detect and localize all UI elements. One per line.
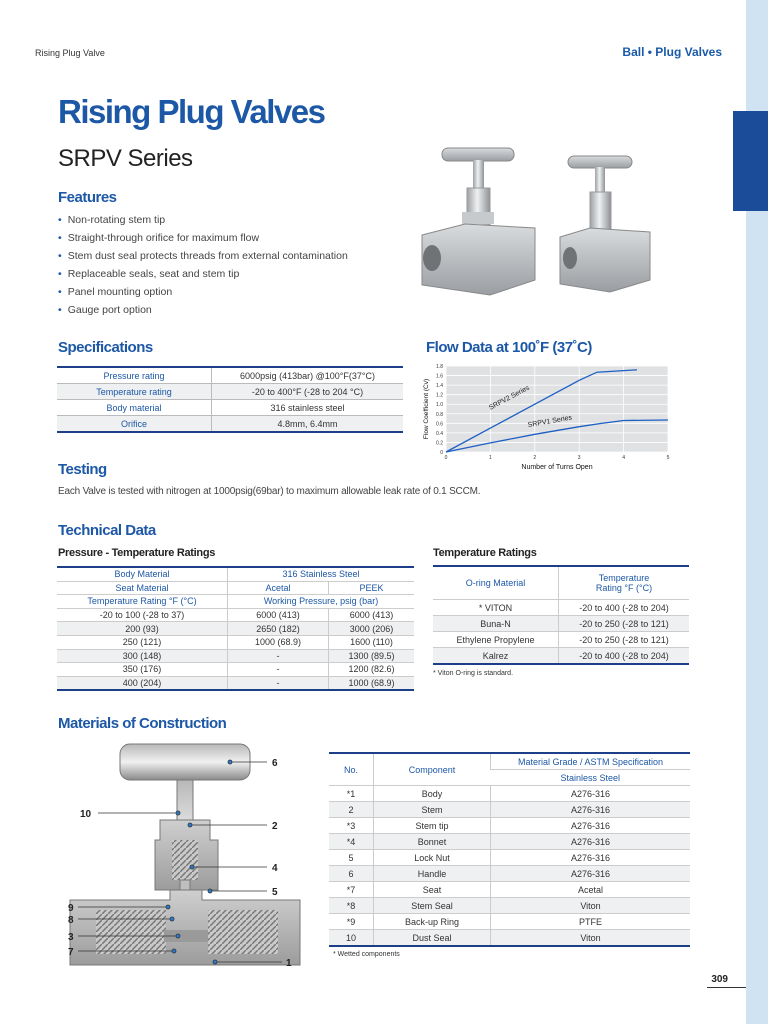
mat-head-ss: Stainless Steel xyxy=(491,770,691,786)
y-tick-label: 0.6 xyxy=(436,421,443,428)
mat-cell: Stem xyxy=(374,802,491,818)
feature-item: • Panel mounting option xyxy=(58,283,348,301)
y-axis-label: Flow Coefficient (Cv) xyxy=(423,378,430,440)
specifications-table xyxy=(57,366,403,433)
mat-cell: Dust Seal xyxy=(374,930,491,947)
pt-cell: 300 (148) xyxy=(57,649,228,663)
x-tick-label: 3 xyxy=(577,455,581,461)
tr-head-temp-line1: Temperature xyxy=(598,573,650,583)
pt-cell: 3000 (206) xyxy=(329,622,415,636)
mat-cell: *4 xyxy=(329,834,374,850)
callout-label: 2 xyxy=(272,821,278,832)
tr-cell: -20 to 400 (-28 to 204) xyxy=(559,648,690,665)
tr-cell: Ethylene Propylene xyxy=(433,632,559,648)
x-tick-label: 2 xyxy=(533,455,537,461)
pt-head-ss: 316 Stainless Steel xyxy=(228,567,415,581)
mat-cell: *1 xyxy=(329,786,374,802)
mat-cell: Back-up Ring xyxy=(374,914,491,930)
valve-right xyxy=(560,156,650,292)
pt-cell: 6000 (413) xyxy=(329,608,415,622)
pt-head-peek: PEEK xyxy=(329,581,415,595)
valve-photo xyxy=(410,140,660,305)
spec-label: Pressure rating xyxy=(57,367,212,384)
callout-label: 10 xyxy=(80,809,92,820)
mat-cell: Seat xyxy=(374,882,491,898)
materials-table xyxy=(329,752,690,947)
tr-cell: -20 to 250 (-28 to 121) xyxy=(559,616,690,632)
callout-label: 1 xyxy=(286,958,292,969)
tr-cell: -20 to 250 (-28 to 121) xyxy=(559,632,690,648)
pt-cell: 1000 (68.9) xyxy=(329,676,415,690)
mat-cell: Viton xyxy=(491,930,691,947)
x-tick-label: 1 xyxy=(489,455,492,461)
mat-cell: A276-316 xyxy=(491,866,691,882)
running-header: Rising Plug Valve xyxy=(35,48,105,58)
y-tick-label: 1.2 xyxy=(436,392,443,399)
pt-cell: 350 (176) xyxy=(57,663,228,677)
pt-cell: 6000 (413) xyxy=(228,608,329,622)
series-subtitle: SRPV Series xyxy=(58,145,193,172)
y-tick-label: 0.2 xyxy=(436,440,443,447)
mat-cell: Lock Nut xyxy=(374,850,491,866)
mat-cell: Acetal xyxy=(491,882,691,898)
viton-note: * Viton O-ring is standard. xyxy=(433,670,514,677)
pt-head-seat: Seat Material xyxy=(57,581,228,595)
pt-cell: - xyxy=(228,649,329,663)
feature-item: • Gauge port option xyxy=(58,301,348,319)
technical-heading: Technical Data xyxy=(58,522,156,539)
temperature-ratings-table xyxy=(433,565,689,665)
plot-area xyxy=(446,366,668,452)
mat-cell: A276-316 xyxy=(491,818,691,834)
y-tick-label: 1.0 xyxy=(436,402,443,409)
tr-head-temp xyxy=(559,566,690,600)
callout-label: 7 xyxy=(68,947,74,958)
feature-item: • Non-rotating stem tip xyxy=(58,211,348,229)
tr-head-temp-line2: Rating °F (°C) xyxy=(595,583,653,593)
x-tick-label: 4 xyxy=(622,455,625,461)
testing-heading: Testing xyxy=(58,461,107,478)
pressure-temperature-table xyxy=(57,566,414,691)
page-number: 309 xyxy=(711,974,728,985)
feature-item: • Replaceable seals, seat and stem tip xyxy=(58,265,348,283)
mat-cell: Viton xyxy=(491,898,691,914)
spec-value: 4.8mm, 6.4mm xyxy=(212,416,404,433)
feature-item: • Stem dust seal protects threads from external contamination xyxy=(58,247,348,265)
tr-cell: -20 to 400 (-28 to 204) xyxy=(559,600,690,616)
mat-cell: Body xyxy=(374,786,491,802)
spec-label: Temperature rating xyxy=(57,384,212,400)
callout-label: 6 xyxy=(272,758,278,769)
y-tick-label: 1.8 xyxy=(436,364,443,370)
mat-cell: A276-316 xyxy=(491,850,691,866)
pt-head-pressure: Working Pressure, psig (bar) xyxy=(228,595,415,609)
mat-cell: Stem Seal xyxy=(374,898,491,914)
tr-cell: Buna-N xyxy=(433,616,559,632)
feature-item: • Straight-through orifice for maximum flow xyxy=(58,229,348,247)
y-tick-label: 1.6 xyxy=(436,373,443,380)
mat-cell: *8 xyxy=(329,898,374,914)
spec-label: Body material xyxy=(57,400,212,416)
pt-head-temp: Temperature Rating °F (°C) xyxy=(57,595,228,609)
spec-value: -20 to 400°F (-28 to 204 °C) xyxy=(212,384,404,400)
mat-cell: 5 xyxy=(329,850,374,866)
spec-value: 316 stainless steel xyxy=(212,400,404,416)
pt-cell: 1600 (110) xyxy=(329,635,415,649)
callout-label: 5 xyxy=(272,887,278,898)
mat-cell: Handle xyxy=(374,866,491,882)
features-list xyxy=(58,211,348,319)
x-tick-label: 0 xyxy=(444,455,448,461)
page-rule xyxy=(707,987,746,988)
section-tab xyxy=(733,111,768,211)
mat-head-grade: Material Grade / ASTM Specification xyxy=(491,753,691,770)
mat-cell: A276-316 xyxy=(491,834,691,850)
pt-cell: -20 to 100 (-28 to 37) xyxy=(57,608,228,622)
pt-cell: - xyxy=(228,663,329,677)
spec-label: Orifice xyxy=(57,416,212,433)
mat-head-component: Component xyxy=(374,753,491,786)
y-tick-label: 0.4 xyxy=(436,430,443,437)
mat-cell: 6 xyxy=(329,866,374,882)
pt-cell: - xyxy=(228,676,329,690)
x-axis-label: Number of Turns Open xyxy=(521,464,593,471)
callout-label: 4 xyxy=(272,863,278,874)
series-label: SRPV2 Series xyxy=(488,384,531,412)
pt-cell: 1300 (89.5) xyxy=(329,649,415,663)
pt-cell: 200 (93) xyxy=(57,622,228,636)
tr-cell: Kalrez xyxy=(433,648,559,665)
y-tick-label: 1.4 xyxy=(436,383,443,390)
category-header: Ball • Plug Valves xyxy=(622,45,722,59)
mat-cell: 10 xyxy=(329,930,374,947)
pt-table-title: Pressure - Temperature Ratings xyxy=(58,547,216,559)
tr-head-oring: O-ring Material xyxy=(433,566,559,600)
x-tick-label: 5 xyxy=(666,455,670,461)
callout-label: 9 xyxy=(68,903,74,914)
pt-cell: 400 (204) xyxy=(57,676,228,690)
pt-head-acetal: Acetal xyxy=(228,581,329,595)
pt-cell: 2650 (182) xyxy=(228,622,329,636)
valve-cross-section xyxy=(60,740,310,975)
materials-heading: Materials of Construction xyxy=(58,715,227,732)
mat-cell: PTFE xyxy=(491,914,691,930)
mat-cell: *9 xyxy=(329,914,374,930)
valve-left xyxy=(422,148,535,295)
flow-heading: Flow Data at 100˚F (37˚C) xyxy=(426,339,592,356)
callout-label: 8 xyxy=(68,915,74,926)
mat-cell: Bonnet xyxy=(374,834,491,850)
pt-cell: 250 (121) xyxy=(57,635,228,649)
testing-text: Each Valve is tested with nitrogen at 1000psig(69bar) to maximum allowable leak rate of 0.1 SCCM. xyxy=(58,486,481,497)
mat-head-no: No. xyxy=(329,753,374,786)
tr-table-title: Temperature Ratings xyxy=(433,547,537,559)
spec-value: 6000psig (413bar) @100°F(37°C) xyxy=(212,367,404,384)
tr-cell: * VITON xyxy=(433,600,559,616)
flow-chart xyxy=(420,360,680,472)
callout-label: 3 xyxy=(68,932,74,943)
series-label: SRPV1 Series xyxy=(527,414,573,430)
y-tick-label: 0.8 xyxy=(436,411,443,418)
pt-cell: 1200 (82.6) xyxy=(329,663,415,677)
specifications-heading: Specifications xyxy=(58,339,153,356)
mat-cell: *3 xyxy=(329,818,374,834)
page-title: Rising Plug Valves xyxy=(58,93,325,130)
wetted-note: * Wetted components xyxy=(333,951,400,958)
y-tick-label: 0 xyxy=(440,450,443,456)
mat-cell: A276-316 xyxy=(491,786,691,802)
mat-cell: 2 xyxy=(329,802,374,818)
pt-head-body: Body Material xyxy=(57,567,228,581)
pt-cell: 1000 (68.9) xyxy=(228,635,329,649)
features-heading: Features xyxy=(58,189,117,206)
mat-cell: *7 xyxy=(329,882,374,898)
mat-cell: A276-316 xyxy=(491,802,691,818)
mat-cell: Stem tip xyxy=(374,818,491,834)
